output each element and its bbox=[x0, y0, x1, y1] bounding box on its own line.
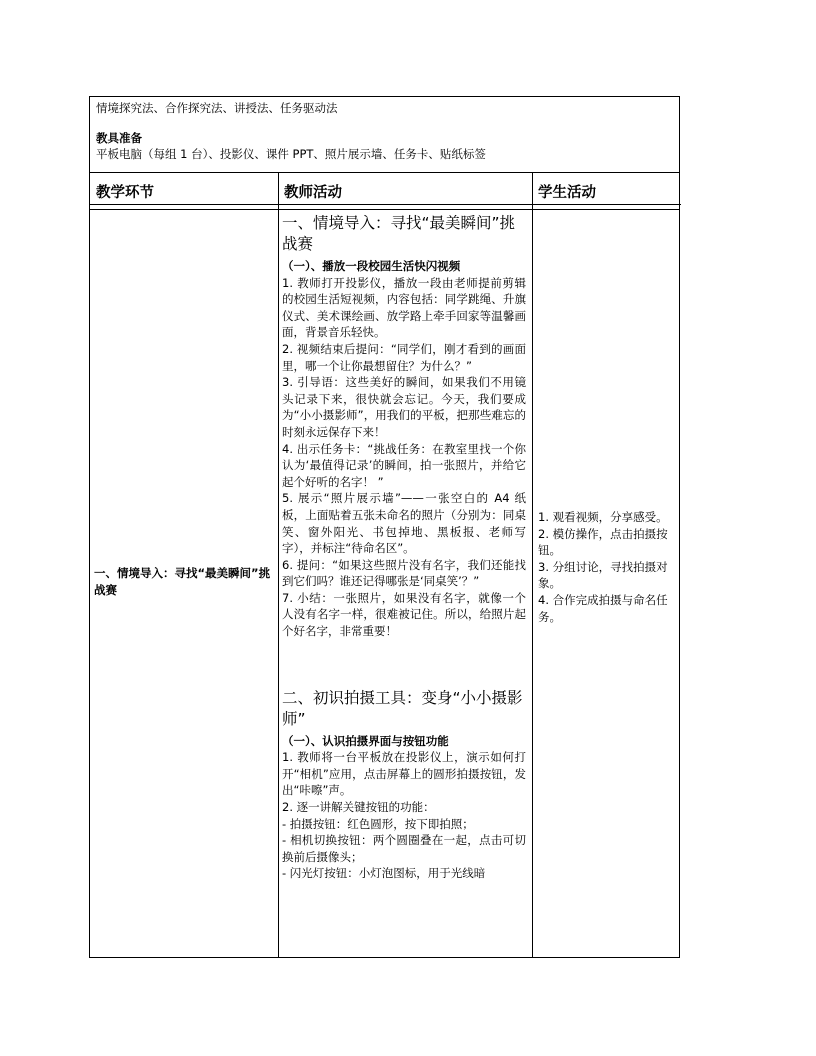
stage-label: 一、情境导入：寻找“最美瞬间”挑战赛 bbox=[94, 566, 271, 597]
section1-item: 7. 小结：一张照片，如果没有名字，就像一个人没有名字一样，很难被记住。所以，给照片起个好名字，非常重要！ bbox=[282, 590, 526, 639]
section2-title: 二、初识拍摄工具：变身“小小摄影师” bbox=[282, 688, 523, 728]
section1-item: 1. 教师打开投影仪，播放一段由老师提前剪辑的校园生活短视频，内容包括：同学跳绳、升旗仪式、美术课绘画、放学路上牵手回家等温馨画面，背景音乐轻快。 bbox=[282, 275, 526, 340]
section2-item: - 闪光灯按钮：小灯泡图标，用于光线暗 bbox=[282, 866, 486, 881]
student-item: 4. 合作完成拍摄与命名任务。 bbox=[538, 592, 668, 624]
section2-item: - 拍摄按钮：红色圆形，按下即拍照； bbox=[282, 816, 474, 831]
col-header-stage: 教学环节 bbox=[90, 173, 278, 205]
section1-item: 3. 引导语：这些美好的瞬间，如果我们不用镜头记录下来，很快就会忘记。今天，我们要成为“小小摄影师”，用我们的平板，把那些难忘的时刻永远保存下来！ bbox=[282, 375, 526, 439]
student-activity bbox=[538, 509, 674, 625]
header-block bbox=[90, 97, 679, 173]
student-item: 2. 模仿操作，点击拍摄按钮。 bbox=[538, 526, 668, 558]
section1-item: 6. 提问：“如果这些照片没有名字，我们还能找到它们吗？谁还记得哪张是‘同桌笑’？” bbox=[282, 557, 526, 589]
col-header-teacher: 教师活动 bbox=[278, 173, 532, 205]
section1-subtitle: （一）、播放一段校园生活快闪视频 bbox=[282, 259, 461, 273]
teaching-methods: 情境探究法、合作探究法、讲授法、任务驱动法 bbox=[96, 101, 338, 115]
section2-item: 1. 教师将一台平板放在投影仪上，演示如何打开“相机”应用，点击屏幕上的圆形拍摄按钮，发出“咔嚓”声。 bbox=[282, 750, 526, 798]
student-item: 1. 观看视频，分享感受。 bbox=[538, 510, 668, 524]
section2-item: 2. 逐一讲解关键按钮的功能： bbox=[282, 800, 435, 815]
section2-item: - 相机切换按钮：两个圆圈叠在一起，点击可切换前后摄像头； bbox=[282, 833, 526, 864]
tools-title: 教具准备 bbox=[96, 131, 142, 145]
column-divider-1 bbox=[278, 173, 279, 957]
col-header-student: 学生活动 bbox=[532, 173, 681, 205]
section1-item: 2. 视频结束后提问：“同学们，刚才看到的画面里，哪一个让你最想留住？为什么？” bbox=[282, 341, 526, 373]
lesson-plan-page bbox=[89, 96, 680, 958]
column-divider-2 bbox=[532, 173, 533, 957]
section1-item: 4. 出示任务卡：“挑战任务：在教室里找一个你认为‘最值得记录’的瞬间，拍一张照片，并给它起个好听的名字！ ” bbox=[282, 441, 526, 489]
student-item: 3. 分组讨论，寻找拍摄对象。 bbox=[538, 559, 668, 591]
tools-list: 平板电脑（每组 1 台）、投影仪、课件 PPT、照片展示墙、任务卡、贴纸标签 bbox=[96, 147, 486, 161]
section1-item: 5. 展示“照片展示墙”——一张空白的 A4 纸板，上面贴着五张未命名的照片（分别为：同桌笑、窗外阳光、书包掉地、黑板报、老师写字），并标注“待命名区”。 bbox=[282, 491, 526, 556]
section1-title: 一、情境导入：寻找“最美瞬间”挑战赛 bbox=[282, 214, 516, 253]
header-divider bbox=[90, 205, 679, 210]
teacher-activity bbox=[282, 213, 526, 882]
section2-subtitle: （一）、认识拍摄界面与按钮功能 bbox=[282, 733, 449, 748]
